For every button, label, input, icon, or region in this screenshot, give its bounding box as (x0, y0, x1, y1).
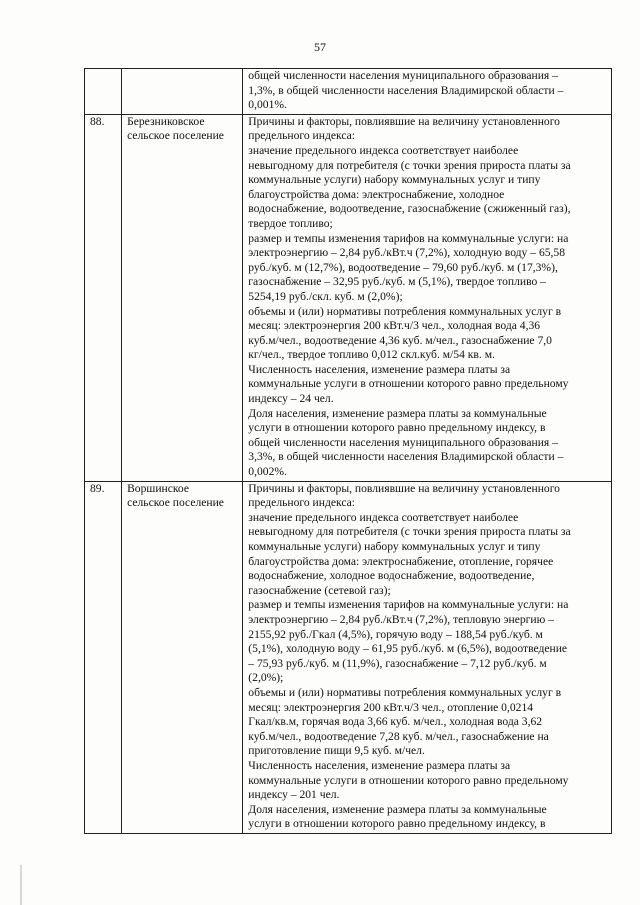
text-line: индексу – 24 чел. (248, 392, 334, 406)
text-line: газоснабжение (сетевой газ); (248, 583, 391, 597)
text-line: 5254,19 руб./скл. куб. м (2,0%); (248, 289, 403, 303)
municipality-name (122, 481, 243, 833)
text-line: электроэнергию – 2,84 руб./кВт.ч (7,2%), тепловую энергию – (248, 612, 554, 626)
municipality-name (122, 69, 243, 115)
text-line: размер и темпы изменения тарифов на коммунальные услуги: на (248, 231, 569, 245)
text-line: 2155,92 руб./Гкал (4,5%), горячую воду – 188,54 руб./куб. м (248, 627, 543, 641)
text-line: коммунальные услуги) набору коммунальных услуг и типу (248, 173, 541, 187)
name-line: Березниковское (127, 114, 205, 128)
text-line: невыгодному для потребителя (с точки зрения прироста платы за (248, 158, 571, 172)
text-line: общей численности населения муниципального образования – (248, 435, 558, 449)
text-line: индексу – 201 чел. (248, 788, 340, 802)
text-line: значение предельного индекса соответствует наиболее (248, 143, 519, 157)
text-line: – 75,93 руб./куб. м (11,9%), газоснабжение – 7,12 руб./куб. м (248, 656, 547, 670)
text-line: благоустройства дома: электроснабжение, отопление, горячее (248, 554, 554, 568)
text-line: коммунальные услуги в отношении которого равно предельному (248, 773, 569, 787)
description-text (243, 114, 612, 481)
text-line: Причины и факторы, повлиявшие на величину установленного (248, 114, 560, 128)
text-line: размер и темпы изменения тарифов на коммунальные услуги: на (248, 598, 569, 612)
text-line: 0,002%. (248, 465, 287, 479)
text-line: руб./куб. м (12,7%), водоотведение – 79,60 руб./куб. м (17,3%), (248, 260, 558, 274)
text-line: (5,1%), холодную воду – 61,95 руб./куб. м (6,5%), водоотведение (248, 642, 568, 656)
text-line: твердое топливо; (248, 216, 333, 230)
name-line: сельское поселение (127, 496, 224, 510)
text-line: значение предельного индекса соответствует наиболее (248, 510, 519, 524)
text-line: куб.м/чел., водоотведение 4,36 куб. м/чел., газоснабжение 7,0 (248, 333, 552, 347)
text-line: общей численности населения муниципального образования – (248, 69, 558, 82)
row-number: 88. (85, 114, 122, 481)
name-line: Воршинское (127, 481, 189, 495)
text-line: 0,001%. (248, 98, 287, 112)
table-row (85, 114, 612, 481)
text-line: предельного индекса: (248, 496, 356, 510)
description-text (243, 481, 612, 833)
text-line: коммунальные услуги) набору коммунальных услуг и типу (248, 540, 541, 553)
scan-edge-mark (20, 865, 22, 905)
text-line: коммунальные услуги в отношении которого равно предельному (248, 377, 569, 391)
text-line: Доля населения, изменение размера платы за коммунальные (248, 802, 547, 816)
municipality-name (122, 114, 243, 481)
text-line: благоустройства дома: электроснабжение, холодное (248, 187, 505, 201)
description-text (243, 69, 612, 115)
text-line: электроэнергию – 2,84 руб./кВт.ч (7,2%), холодную воду – 65,58 (248, 246, 566, 260)
text-line: Численность населения, изменение размера платы за (248, 758, 511, 772)
text-line: (2,0%); (248, 671, 284, 685)
text-line: объемы и (или) нормативы потребления коммунальных услуг в (248, 685, 562, 699)
row-number: 89. (85, 481, 122, 833)
text-line: услуги в отношении которого равно предельному индексу, в (248, 817, 546, 831)
text-line: приготовление пищи 9,5 куб. м/чел. (248, 744, 425, 758)
text-line: куб.м/чел., водоотведение 7,28 куб. м/чел., газоснабжение на (248, 729, 549, 743)
text-line: Причины и факторы, повлиявшие на величину установленного (248, 481, 560, 495)
text-line: кг/чел., твердое топливо 0,012 скл.куб. м/54 кв. м. (248, 348, 495, 362)
table-body (85, 69, 612, 834)
page-number: 57 (314, 40, 326, 54)
text-line: 1,3%, в общей численности населения Владимирской области – (248, 83, 564, 97)
text-line: Гкал/кв.м, горячая вода 3,66 куб. м/чел., холодная вода 3,62 (248, 715, 543, 729)
text-line: услуги в отношении которого равно предельному индексу, в (248, 421, 546, 435)
text-line: Численность населения, изменение размера платы за (248, 362, 511, 376)
text-line: месяц: электроэнергия 200 кВт.ч/3 чел., отопление 0,0214 (248, 700, 534, 714)
text-line: водоснабжение, водоотведение, газоснабжение (сжиженный газ), (248, 202, 571, 216)
row-number (85, 69, 122, 115)
text-line: месяц: электроэнергия 200 кВт.ч/3 чел., холодная вода 4,36 (248, 319, 541, 333)
text-line: газоснабжение – 32,95 руб./куб. м (5,1%), твердое топливо – (248, 275, 546, 289)
text-line: невыгодному для потребителя (с точки зрения прироста платы за (248, 525, 571, 539)
table-row (85, 481, 612, 833)
text-line: Доля населения, изменение размера платы за коммунальные (248, 406, 547, 420)
text-line: предельного индекса: (248, 129, 356, 143)
text-line: объемы и (или) нормативы потребления коммунальных услуг в (248, 304, 562, 318)
municipal-index-table (84, 68, 612, 834)
text-line: водоснабжение, холодное водоснабжение, водоотведение, (248, 569, 535, 583)
text-line: 3,3%, в общей численности населения Владимирской области – (248, 450, 564, 464)
table-row (85, 69, 612, 115)
name-line: сельское поселение (127, 129, 224, 143)
